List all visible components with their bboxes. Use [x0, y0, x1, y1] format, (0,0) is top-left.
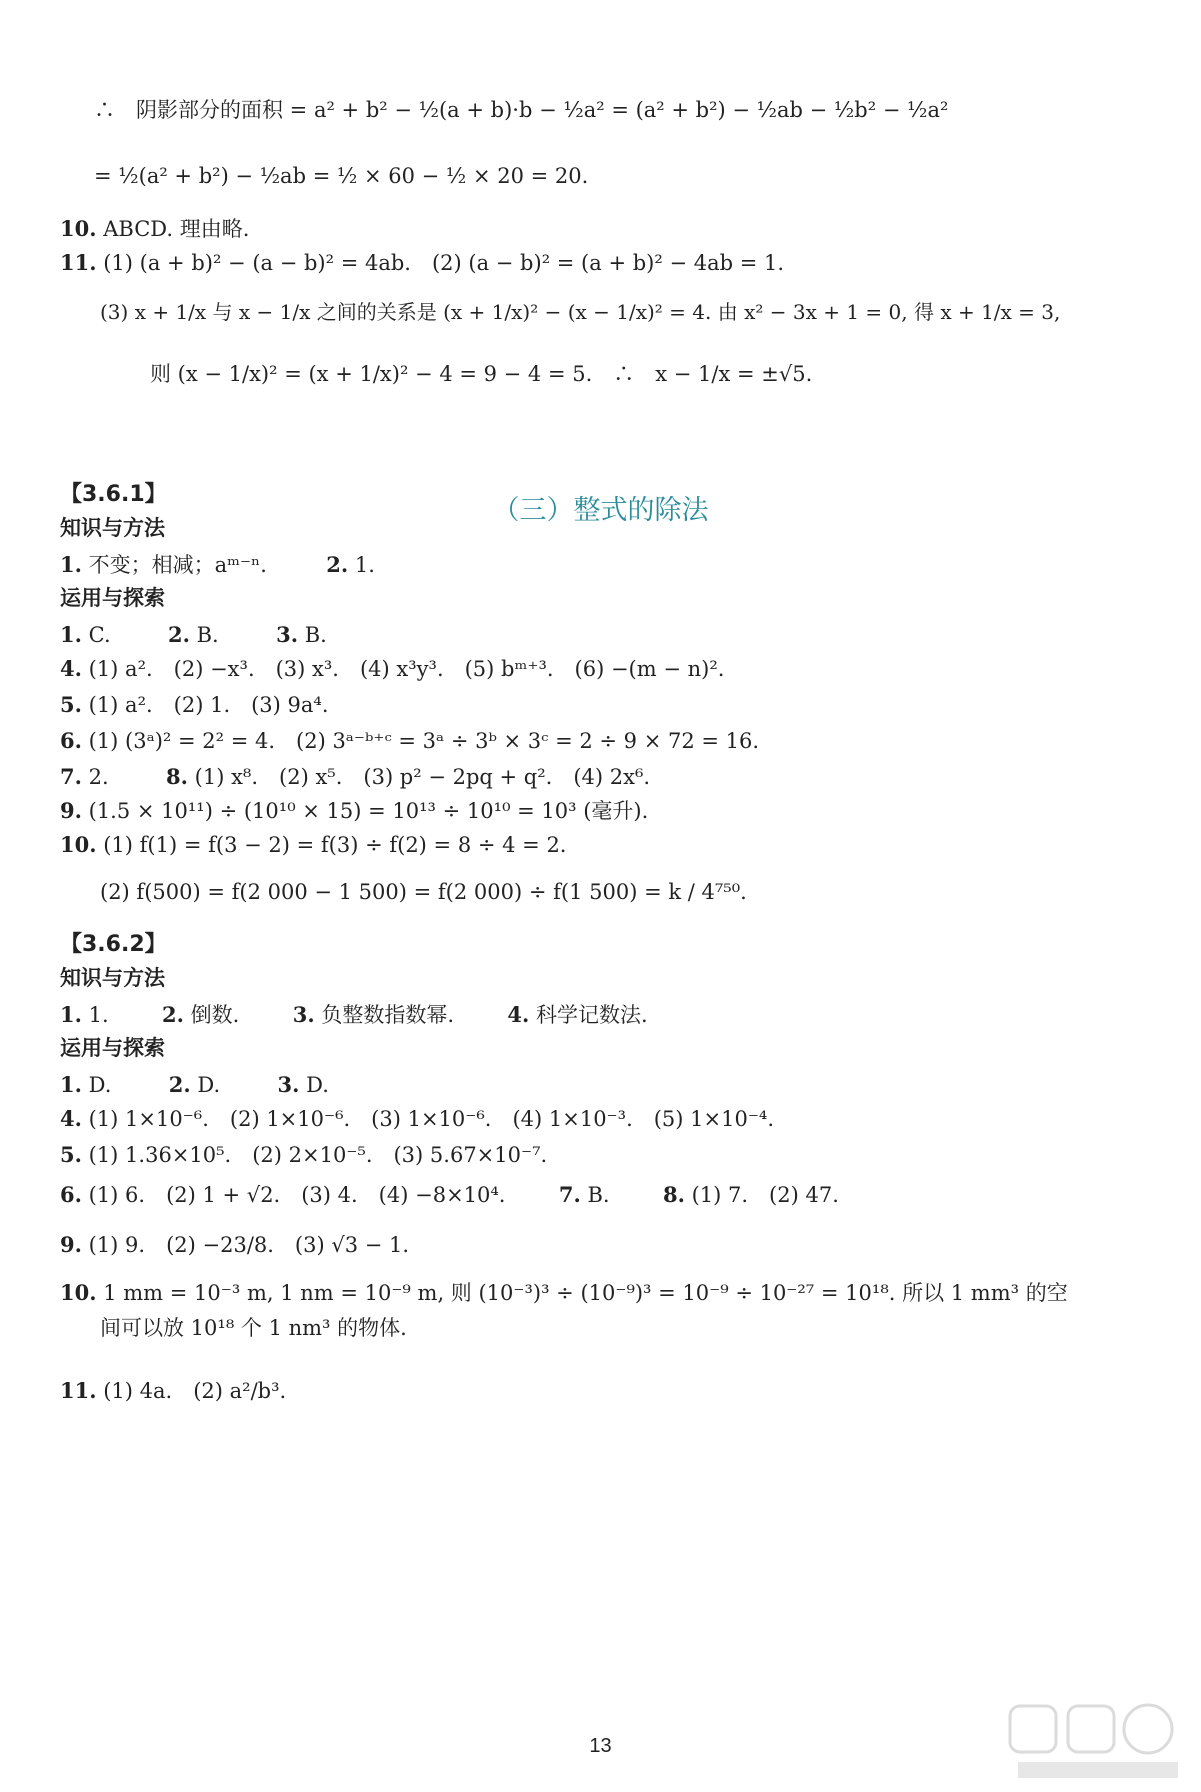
answer-text: 2. [88, 765, 109, 789]
apply-answers-1-3 [60, 624, 327, 646]
answer-text: (1) 4a. (2) a²/b³. [103, 1379, 287, 1403]
answer-text: D. [306, 1073, 329, 1097]
answer-text: (1) 7. (2) 47. [691, 1183, 839, 1207]
answer-text: (1) x⁸. (2) x⁵. (3) p² − 2pq + q². (4) 2x⁶. [194, 765, 651, 789]
answer-text: D. [88, 1073, 112, 1097]
heading-apply-2: 运用与探索 [60, 1036, 165, 1060]
question-number: 7. [558, 1182, 581, 1207]
question-number: 11. [60, 250, 97, 275]
answer-text: (1) (3ᵃ)² = 2² = 4. (2) 3ᵃ⁻ᵇ⁺ᶜ = 3ᵃ ÷ 3ᵇ × 3ᶜ = 2 ÷ 9 × 72 = 16. [88, 729, 760, 753]
apply2-answers-6-8 [60, 1184, 839, 1206]
question-number: 3. [292, 1002, 315, 1027]
answer-text: B. [304, 623, 327, 647]
apply2-answer-10 [60, 1282, 1068, 1304]
question-number: 5. [60, 692, 82, 717]
apply2-answer-4 [60, 1108, 774, 1130]
question-number: 11. [60, 1378, 97, 1403]
answer-text: (1) a². (2) −x³. (3) x³. (4) x³y³. (5) bᵐ⁺³. (6) −(m − n)². [88, 657, 725, 681]
answer-text: B. [587, 1183, 610, 1207]
answer-text: D. [197, 1073, 221, 1097]
question-number: 1. [60, 1002, 82, 1027]
shadow-area-line-2: = ½(a² + b²) − ½ab = ½ × 60 − ½ × 20 = 20. [94, 164, 589, 188]
question-number: 4. [60, 656, 82, 681]
question-11-part-3-cont: 则 (x − 1/x)² = (x + 1/x)² − 4 = 9 − 4 = 5. ∴ x − 1/x = ±√5. [150, 362, 813, 386]
answer-text: 不变；相减；aᵐ⁻ⁿ. [88, 553, 267, 577]
answer-text: (1) a². (2) 1. (3) 9a⁴. [88, 693, 329, 717]
answer-text: (1) 6. (2) 1 + √2. (3) 4. (4) −8×10⁴. [88, 1183, 506, 1207]
apply2-answer-10-cont: 间可以放 10¹⁸ 个 1 nm³ 的物体. [100, 1316, 407, 1340]
apply-answer-5 [60, 694, 329, 716]
question-10 [60, 218, 249, 240]
answer-text: 1. [88, 1003, 109, 1027]
question-number: 1. [60, 622, 82, 647]
section-title: （三）整式的除法 [492, 495, 709, 526]
question-number: 5. [60, 1142, 82, 1167]
question-number: 8. [662, 1182, 685, 1207]
apply-answer-9 [60, 800, 648, 822]
question-number: 2. [168, 622, 190, 647]
answer-text: ABCD. 理由略. [103, 217, 250, 241]
question-11-part-3: (3) x + 1/x 与 x − 1/x 之间的关系是 (x + 1/x)² − (x − 1/x)² = 4. 由 x² − 3x + 1 = 0, 得 x + 1/x = 3, [100, 300, 1061, 324]
answer-text: 科学记数法. [536, 1003, 648, 1027]
apply-answers-7-8 [60, 766, 650, 788]
question-11 [60, 252, 784, 274]
answer-text: (1) 9. (2) −23/8. (3) √3 − 1. [88, 1233, 410, 1257]
question-number: 10. [60, 832, 97, 857]
question-number: 2. [162, 1002, 184, 1027]
answer-text: C. [88, 623, 111, 647]
question-number: 9. [60, 798, 82, 823]
question-number: 6. [60, 1182, 82, 1207]
answer-text: B. [196, 623, 219, 647]
page-number: 13 [589, 1735, 612, 1757]
question-number: 2. [326, 552, 349, 577]
apply-answer-10-part-2: (2) f(500) = f(2 000 − 1 500) = f(2 000) ÷ f(1 500) = k / 4⁷⁵⁰. [100, 880, 747, 904]
heading-apply-1: 运用与探索 [60, 586, 165, 610]
answer-text: (1) f(1) = f(3 − 2) = f(3) ÷ f(2) = 8 ÷ 4 = 2. [103, 833, 567, 857]
apply-answer-4 [60, 658, 724, 680]
question-number: 8. [166, 764, 188, 789]
answer-text: 负整数指数幂. [321, 1003, 455, 1027]
watermark-logo [1008, 1702, 1183, 1782]
knowledge-answers-2 [60, 1004, 648, 1026]
answer-text: 倒数. [190, 1003, 240, 1027]
question-number: 6. [60, 728, 82, 753]
apply2-answer-5 [60, 1144, 547, 1166]
answer-text: 1. [354, 553, 375, 577]
question-number: 10. [60, 1280, 97, 1305]
answer-text: (1.5 × 10¹¹) ÷ (10¹⁰ × 15) = 10¹³ ÷ 10¹⁰ = 10³ (毫升). [88, 799, 649, 823]
question-number: 7. [60, 764, 82, 789]
question-number: 1. [60, 1072, 82, 1097]
shadow-area-line-1: ∴ 阴影部分的面积 = a² + b² − ½(a + b)·b − ½a² = (a² + b²) − ½ab − ½b² − ½a² [94, 98, 949, 122]
apply2-answer-9 [60, 1234, 409, 1256]
question-number: 3. [277, 1072, 300, 1097]
question-number: 1. [60, 552, 82, 577]
question-number: 4. [507, 1002, 530, 1027]
subsection-3-6-1: 【3.6.1】 [60, 482, 167, 507]
apply2-answer-11 [60, 1380, 286, 1402]
question-number: 3. [276, 622, 299, 647]
subsection-3-6-2: 【3.6.2】 [60, 932, 167, 957]
heading-knowledge-2: 知识与方法 [60, 966, 165, 990]
heading-knowledge-1: 知识与方法 [60, 516, 165, 540]
apply-answer-10 [60, 834, 566, 856]
answer-text: 1 mm = 10⁻³ m, 1 nm = 10⁻⁹ m, 则 (10⁻³)³ ÷ (10⁻⁹)³ = 10⁻⁹ ÷ 10⁻²⁷ = 10¹⁸. 所以 1 mm³ 的空 [103, 1281, 1068, 1305]
apply2-answers-1-3 [60, 1074, 329, 1096]
answer-text: (1) 1×10⁻⁶. (2) 1×10⁻⁶. (3) 1×10⁻⁶. (4) 1×10⁻³. (5) 1×10⁻⁴. [88, 1107, 775, 1131]
question-number: 10. [60, 216, 97, 241]
question-number: 2. [168, 1072, 191, 1097]
answer-text: (1) (a + b)² − (a − b)² = 4ab. (2) (a − b)² = (a + b)² − 4ab = 1. [103, 251, 785, 275]
answer-text: (1) 1.36×10⁵. (2) 2×10⁻⁵. (3) 5.67×10⁻⁷. [88, 1143, 548, 1167]
question-number: 9. [60, 1232, 82, 1257]
question-number: 4. [60, 1106, 82, 1131]
knowledge-answers-1 [60, 554, 375, 576]
apply-answer-6 [60, 730, 759, 752]
